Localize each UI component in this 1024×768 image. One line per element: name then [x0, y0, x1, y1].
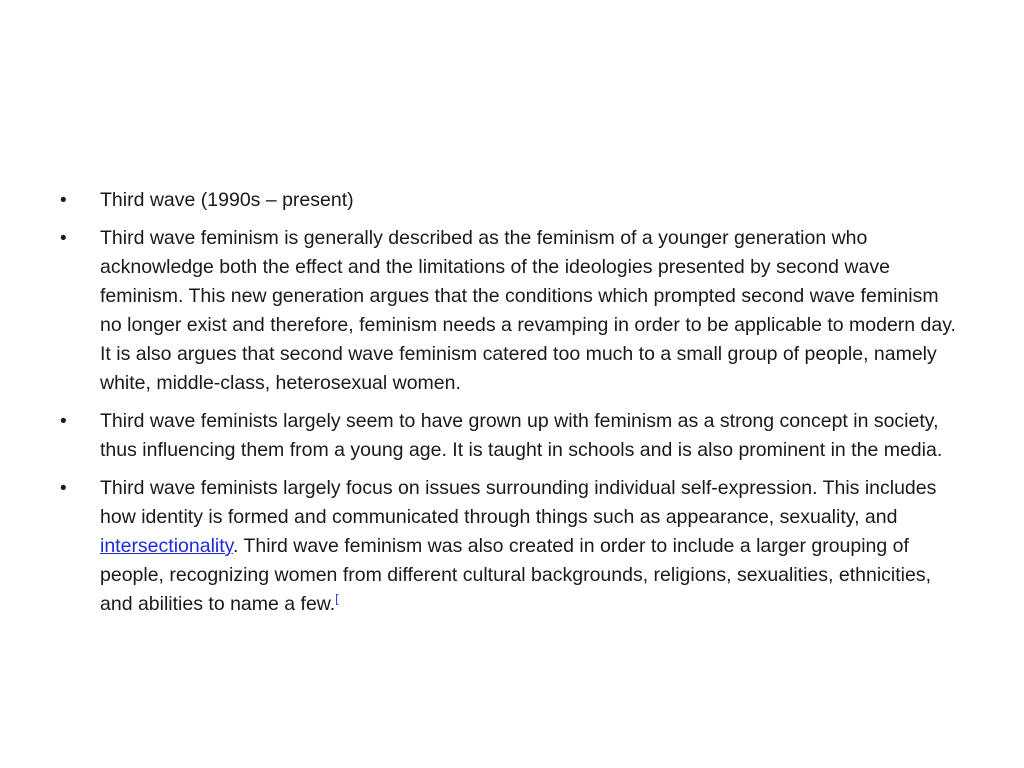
slide-body	[60, 186, 960, 628]
bullet-text-4-after: . Third wave feminism was also created in order to include a larger grouping of people, recognizing women from different cultural backgrounds, religions, sexualities, ethnicities, and abilities to name a few.	[100, 535, 931, 615]
bullet-list	[60, 186, 960, 619]
bullet-item-3	[60, 407, 960, 465]
bullet-text-2: Third wave feminism is generally described as the feminism of a younger generation who acknowledge both the effect and the limitations of the ideologies presented by second wave feminism. This new generation argues that the conditions which prompted second wave feminism no longer exist and therefore, feminism needs a revamping in order to be applicable to modern day. It is also argues that second wave feminism catered too much to a small group of people, namely white, middle-class, heterosexual women.	[100, 227, 956, 394]
bullet-dot-icon: •	[60, 478, 67, 499]
bullet-text-1: Third wave (1990s – present)	[100, 189, 354, 211]
citation-link[interactable]: [	[335, 591, 339, 606]
bullet-dot-icon: •	[60, 411, 67, 432]
bullet-text-4	[100, 474, 960, 619]
bullet-dot-icon: •	[60, 190, 67, 211]
bullet-text-3: Third wave feminists largely seem to have grown up with feminism as a strong concept in society, thus influencing them from a young age. It is taught in schools and is also prominent in the media.	[100, 410, 943, 461]
bullet-item-2	[60, 224, 960, 398]
bullet-item-1	[60, 186, 960, 215]
intersectionality-link[interactable]: intersectionality	[100, 535, 233, 557]
bullet-item-4	[60, 474, 960, 619]
bullet-dot-icon: •	[60, 228, 67, 249]
bullet-text-4-before: Third wave feminists largely focus on issues surrounding individual self-expression. This includes how identity is formed and communicated through things such as appearance, sexuality, and	[100, 477, 937, 528]
